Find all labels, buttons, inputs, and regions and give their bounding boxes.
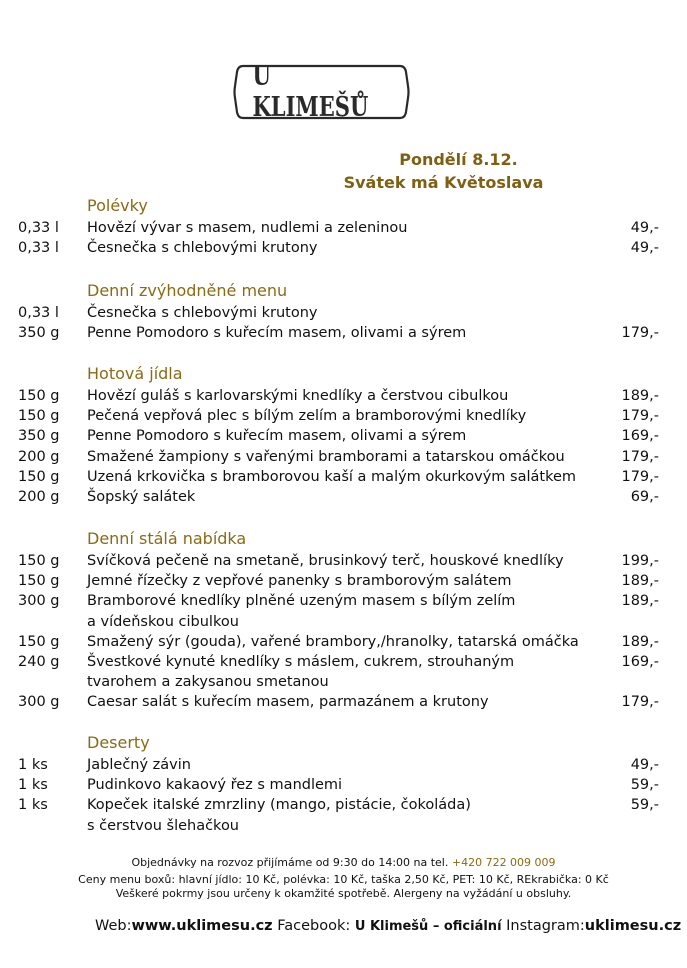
item-quantity: 200 g <box>18 448 60 465</box>
item-quantity: 1 ks <box>18 757 48 773</box>
item-price: 49,- <box>630 220 659 236</box>
item-name: Švestkové kynuté knedlíky s máslem, cukrem, strouhaným <box>87 654 515 670</box>
date-heading: Pondělí 8.12. <box>399 150 518 169</box>
item-name: Kopeček italské zmrzliny (mango, pistácie, čokoláda) <box>87 797 471 814</box>
item-price: 179,- <box>621 448 659 465</box>
logo-text: U KLIMEŠŮ <box>252 61 369 123</box>
item-quantity: 150 g <box>18 553 60 569</box>
section-title: Denní stálá nabídka <box>87 529 247 548</box>
instagram-link[interactable]: uklimesu.cz <box>584 918 682 934</box>
item-name: Penne Pomodoro s kuřecím masem, olivami a sýrem <box>87 428 467 445</box>
item-name: Hovězí guláš s karlovarskými knedlíky a čerstvou cibulkou <box>87 388 509 404</box>
item-price: 179,- <box>621 325 659 342</box>
item-quantity: 350 g <box>18 325 60 342</box>
item-name: Smažené žampiony s vařenými bramborami a tatarskou omáčkou <box>87 448 565 465</box>
footer-delivery-line <box>0 856 687 869</box>
item-price: 179,- <box>621 468 659 485</box>
item-quantity: 0,33 l <box>18 220 59 236</box>
item-quantity: 0,33 l <box>18 305 59 321</box>
item-name: Jemné řízečky z vepřové panenky s bramborovým salátem <box>87 573 512 590</box>
web-link[interactable]: www.uklimesu.cz <box>131 918 273 934</box>
item-name: Svíčková pečeně na smetaně, brusinkový terč, houskové knedlíky <box>87 553 564 569</box>
item-price: 59,- <box>630 777 659 794</box>
item-name: Česnečka s chlebovými krutony <box>87 240 318 257</box>
item-price: 59,- <box>630 797 659 814</box>
section-title: Polévky <box>87 196 148 215</box>
item-price: 49,- <box>630 240 659 257</box>
section-title: Hotová jídla <box>87 364 183 383</box>
item-quantity: 1 ks <box>18 777 48 794</box>
item-name: Jablečný závin <box>87 757 191 773</box>
section-title: Denní zvýhodněné menu <box>87 281 288 300</box>
footer-allergen-note: Veškeré pokrmy jsou určeny k okamžité spotřebě. Alergeny na vyžádání u obsluhy. <box>115 887 572 900</box>
item-price: 189,- <box>621 388 659 404</box>
item-price: 69,- <box>630 489 659 505</box>
phone-number[interactable]: +420 722 009 009 <box>451 856 556 869</box>
item-quantity: 350 g <box>18 428 60 445</box>
item-quantity: 200 g <box>18 489 60 505</box>
item-quantity: 1 ks <box>18 797 48 814</box>
item-quantity: 150 g <box>18 388 60 404</box>
item-price: 179,- <box>621 408 659 425</box>
item-name: Uzená krkovička s bramborovou kaší a malým okurkovým salátkem <box>87 468 576 485</box>
item-price: 199,- <box>621 553 659 569</box>
item-price: 169,- <box>621 654 659 670</box>
item-name-line2: s čerstvou šlehačkou <box>87 817 240 834</box>
item-price: 189,- <box>621 573 659 590</box>
item-quantity: 150 g <box>18 633 60 650</box>
item-quantity: 300 g <box>18 593 60 610</box>
web-label: Web: <box>95 918 132 934</box>
item-quantity: 150 g <box>18 468 60 485</box>
item-name: Hovězí vývar s masem, nudlemi a zeleninou <box>87 220 408 236</box>
instagram-label: Instagram: <box>501 918 585 934</box>
item-name: Šopský salátek <box>87 489 196 505</box>
item-quantity: 150 g <box>18 573 60 590</box>
item-name-line2: a vídeňskou cibulkou <box>87 613 239 630</box>
section-title: Deserty <box>87 733 150 752</box>
delivery-text: Objednávky na rozvoz přijímáme od 9:30 do 14:00 na tel. <box>131 856 449 869</box>
item-price: 49,- <box>630 757 659 773</box>
item-name-line2: tvarohem a zakysanou smetanou <box>87 674 329 691</box>
logo <box>233 61 410 123</box>
item-quantity: 150 g <box>18 408 60 425</box>
item-quantity: 0,33 l <box>18 240 59 257</box>
facebook-link[interactable]: U Klimešů – oficiální <box>354 919 502 934</box>
item-price: 189,- <box>621 593 659 610</box>
item-price: 179,- <box>621 694 659 711</box>
nameday-heading: Svátek má Květoslava <box>343 173 544 192</box>
item-price: 189,- <box>621 633 659 650</box>
item-name: Caesar salát s kuřecím masem, parmazánem a krutony <box>87 694 489 711</box>
item-name: Pečená vepřová plec s bílým zelím a bramborovými knedlíky <box>87 408 527 425</box>
item-quantity: 300 g <box>18 694 60 711</box>
footer-box-prices: Ceny menu boxů: hlavní jídlo: 10 Kč, polévka: 10 Kč, taška 2,50 Kč, PET: 10 Kč, REkrabička: 0 Kč <box>78 873 609 886</box>
item-price: 169,- <box>621 428 659 445</box>
item-quantity: 240 g <box>18 654 60 670</box>
item-name: Smažený sýr (gouda), vařené brambory,/hranolky, tatarská omáčka <box>87 633 579 650</box>
item-name: Penne Pomodoro s kuřecím masem, olivami a sýrem <box>87 325 467 342</box>
facebook-label: Facebook: <box>272 918 355 934</box>
item-name: Pudinkovo kakaový řez s mandlemi <box>87 777 343 794</box>
social-links <box>95 918 681 934</box>
item-name: Bramborové knedlíky plněné uzeným masem s bílým zelím <box>87 593 516 610</box>
item-name: Česnečka s chlebovými krutony <box>87 305 318 321</box>
